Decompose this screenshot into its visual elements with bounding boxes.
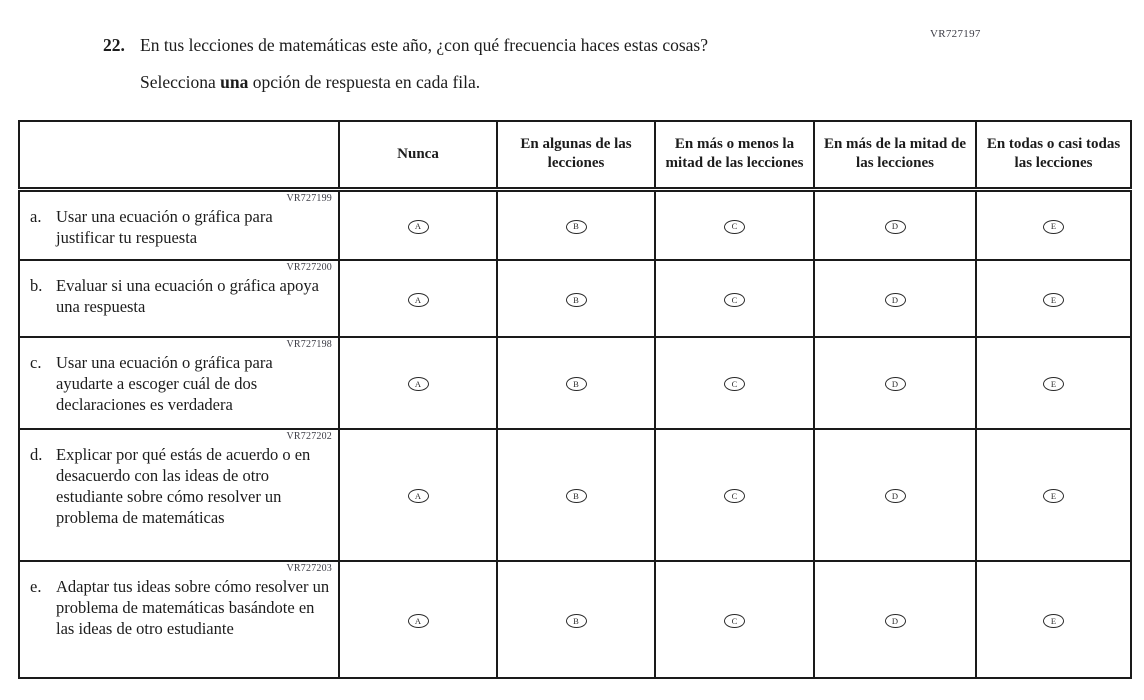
answer-bubble-a-A[interactable]: A	[408, 220, 429, 234]
row-text: Adaptar tus ideas sobre cómo resolver un problema de matemáticas basándote en las ideas de otro estudiante	[56, 577, 330, 638]
answer-bubble-d-C[interactable]: C	[724, 489, 745, 503]
row-variable-code: VR727199	[286, 192, 332, 204]
table-row-b	[19, 260, 1131, 337]
answer-bubble-a-E[interactable]: E	[1043, 220, 1064, 234]
row-variable-code: VR727198	[286, 339, 332, 350]
option-cell-b-A	[339, 260, 497, 337]
row-text: Usar una ecuación o gráfica para ayudarte a escoger cuál de dos declaraciones es verdadera	[56, 353, 273, 414]
instruction-prefix: Selecciona	[140, 72, 221, 92]
table-row-c	[19, 337, 1131, 429]
frequency-matrix-table	[18, 120, 1132, 679]
answer-bubble-d-D[interactable]: D	[885, 489, 906, 503]
answer-bubble-e-E[interactable]: E	[1043, 614, 1064, 628]
answer-bubble-b-C[interactable]: C	[724, 293, 745, 307]
row-text: Explicar por qué estás de acuerdo o en desacuerdo con las ideas de otro estudiante sobre cómo resolver un problema de matemáticas	[56, 445, 311, 527]
row-letter: c.	[30, 353, 42, 372]
row-stem-e	[19, 561, 339, 678]
answer-bubble-c-D[interactable]: D	[885, 377, 906, 391]
option-cell-c-B	[497, 337, 655, 429]
row-letter: b.	[30, 276, 43, 295]
answer-bubble-e-A[interactable]: A	[408, 614, 429, 628]
table-row-d	[19, 429, 1131, 561]
option-cell-a-C	[655, 189, 814, 260]
answer-bubble-d-B[interactable]: B	[566, 489, 587, 503]
option-cell-e-C	[655, 561, 814, 678]
option-cell-a-E	[976, 189, 1131, 260]
answer-bubble-c-A[interactable]: A	[408, 377, 429, 391]
option-cell-b-E	[976, 260, 1131, 337]
question-number: 22.	[103, 35, 125, 55]
row-variable-code: VR727200	[286, 262, 332, 273]
answer-bubble-e-C[interactable]: C	[724, 614, 745, 628]
question-variable-code: VR727197	[930, 28, 981, 40]
answer-bubble-a-B[interactable]: B	[566, 220, 587, 234]
option-cell-d-E	[976, 429, 1131, 561]
table-row-a	[19, 189, 1131, 260]
option-cell-e-D	[814, 561, 976, 678]
answer-bubble-e-D[interactable]: D	[885, 614, 906, 628]
option-cell-a-A	[339, 189, 497, 260]
answer-bubble-e-B[interactable]: B	[566, 614, 587, 628]
answer-bubble-b-B[interactable]: B	[566, 293, 587, 307]
option-cell-e-B	[497, 561, 655, 678]
instruction-bold-word: una	[220, 72, 249, 92]
question-text: En tus lecciones de matemáticas este año, ¿con qué frecuencia haces estas cosas?	[140, 35, 708, 55]
option-cell-a-D	[814, 189, 976, 260]
instruction-suffix: opción de respuesta en cada fila.	[248, 72, 481, 92]
option-cell-d-B	[497, 429, 655, 561]
option-cell-e-A	[339, 561, 497, 678]
question-block	[103, 34, 923, 93]
answer-bubble-b-E[interactable]: E	[1043, 293, 1064, 307]
row-stem-a	[19, 189, 339, 260]
option-cell-d-A	[339, 429, 497, 561]
option-cell-c-A	[339, 337, 497, 429]
option-cell-d-D	[814, 429, 976, 561]
answer-bubble-c-C[interactable]: C	[724, 377, 745, 391]
answer-bubble-d-E[interactable]: E	[1043, 489, 1064, 503]
option-cell-b-B	[497, 260, 655, 337]
column-header-5: En todas o casi todas las lecciones	[976, 121, 1131, 189]
table-row-e	[19, 561, 1131, 678]
option-cell-c-D	[814, 337, 976, 429]
option-cell-e-E	[976, 561, 1131, 678]
header-row	[19, 121, 1131, 189]
answer-bubble-d-A[interactable]: A	[408, 489, 429, 503]
row-letter: e.	[30, 577, 42, 596]
row-text: Usar una ecuación o gráfica para justificar tu respuesta	[56, 206, 273, 247]
answer-bubble-a-C[interactable]: C	[724, 220, 745, 234]
option-cell-c-E	[976, 337, 1131, 429]
column-header-3: En más o menos la mitad de las lecciones	[655, 121, 814, 189]
answer-bubble-b-A[interactable]: A	[408, 293, 429, 307]
option-cell-b-D	[814, 260, 976, 337]
corner-cell	[19, 121, 339, 189]
column-header-4: En más de la mitad de las lecciones	[814, 121, 976, 189]
row-variable-code: VR727202	[286, 431, 332, 442]
answer-bubble-c-B[interactable]: B	[566, 377, 587, 391]
option-cell-d-C	[655, 429, 814, 561]
column-header-2: En algunas de las lecciones	[497, 121, 655, 189]
row-variable-code: VR727203	[286, 563, 332, 574]
question-instruction	[140, 71, 923, 93]
row-letter: d.	[30, 445, 43, 464]
answer-bubble-a-D[interactable]: D	[885, 220, 906, 234]
row-stem-c	[19, 337, 339, 429]
row-letter: a.	[30, 206, 42, 226]
row-stem-b	[19, 260, 339, 337]
answer-bubble-b-D[interactable]: D	[885, 293, 906, 307]
option-cell-c-C	[655, 337, 814, 429]
option-cell-a-B	[497, 189, 655, 260]
answer-bubble-c-E[interactable]: E	[1043, 377, 1064, 391]
column-header-1: Nunca	[339, 121, 497, 189]
row-text: Evaluar si una ecuación o gráfica apoya una respuesta	[56, 276, 319, 316]
row-stem-d	[19, 429, 339, 561]
option-cell-b-C	[655, 260, 814, 337]
